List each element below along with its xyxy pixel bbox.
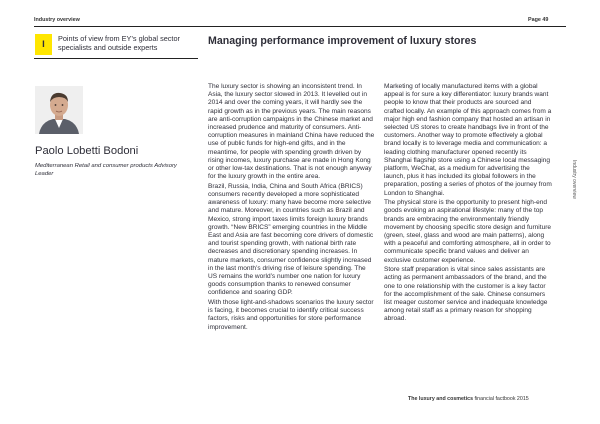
callout-text: Points of view from EY’s global sector specialists and outside experts	[58, 34, 180, 52]
person-portrait-icon	[35, 86, 83, 134]
page-title: Managing performance improvement of luxury stores	[208, 35, 477, 47]
article-column-2	[384, 83, 552, 325]
article-column-1	[208, 83, 376, 333]
callout-marker-text: I	[42, 39, 45, 50]
page-number: Page 49	[528, 17, 549, 23]
callout-marker	[35, 34, 52, 55]
portrait-photo	[35, 86, 83, 134]
column-1-paragraph: Brazil, Russia, India, China and South Africa (BRICS) consumers recently developed a more sophisticated awareness of luxury: many have become more selective and mature. Moreover, in countries such as Brazil and Mexico, strong import taxes limits foreign luxury brands growth. “New BRICS” emerging countries in the Middle East and Asia are fast becoming core drivers of domestic and tourist spending growth, with national birth rate decreases and discretionary spending increases. In mature markets, consumer confidence slightly increased in the last month’s driving rise of leisure spending. The US remains the world’s number one nation for luxury goods consumption thanks to renewed consumer confidence and soaring GDP.	[208, 182, 374, 297]
footer-bold: The luxury and cosmetics	[408, 396, 474, 402]
profile-name: Paolo Lobetti Bodoni	[35, 145, 139, 157]
column-1-paragraph: The luxury sector is showing an inconsistent trend. In Asia, the luxury sector slowed in 2013. It levelled out in 2014 and over the coming years, it will hardly see the rapid growth as in the previous years. The main reasons are anti-corruption campaigns in the Chinese market and increased prudence and maturity of consumers. Anti-corruption measures in mainland China have reduced the use of public funds for high-end gifts, and in the meantime, for people with spending growth driven by rising incomes, luxury purchase are made in Hong Kong or other low-tax destinations. That is not enough anyway for the luxury growth in the entire area.	[208, 83, 375, 181]
column-2-paragraph: The physical store is the opportunity to present high-end goods evoking an aspirational lifestyle: many of the top brands are embracing the environmentally friendly movement by choosing specific store design and furniture (green, steel, glass and wood are main patterns), along with a peaceful and comforting atmosphere, all in order to communicate specific brand values and deliver an exclusive customer experience.	[384, 199, 552, 264]
header-rule	[34, 26, 566, 27]
column-2-paragraph: Store staff preparation is vital since sales assistants are acting as permanent ambassadors of the brand, and the one to one relationship with the customer is a key factor for the accomplishment of the sale. Chinese consumers list meager customer service and inadequate knowledge among retail staff as a primary reason for shopping abroad.	[384, 266, 548, 323]
footer-text	[408, 396, 529, 402]
column-2-paragraph: Marketing of locally manufactured items with a global appeal is for sure a key differentiator: luxury brands want people to know that their products are sourced and crafted locally. An example of this approach comes from a major high end fashion company that hosted an artisan in selected US stores to create handbags live in front of the customers. Another way to promote effectively a global brand locally is to leverage media and communication: a leading clothing manufacturer opened recently its Shanghai flagship store using a Chinese local messaging platform, WeChat, as a medium for advertising the launch, plus it has included its global followers in the preparation, posting a series of photos of the journey from London to Shanghai.	[384, 83, 552, 197]
header-section-label: Industry overview	[34, 17, 80, 23]
profile-role: Mediterranean Retail and consumer products Advisory Leader	[35, 163, 177, 178]
column-1-paragraph: With those light-and-shadows scenarios the luxury sector is facing, it becomes crucial to identify critical success factors, risks and opportunities for store performance improvement.	[208, 299, 374, 331]
footer-rest: financial factbook 2015	[473, 396, 529, 402]
side-tab-label: Industry overview	[571, 160, 577, 199]
callout-rule	[34, 58, 198, 59]
